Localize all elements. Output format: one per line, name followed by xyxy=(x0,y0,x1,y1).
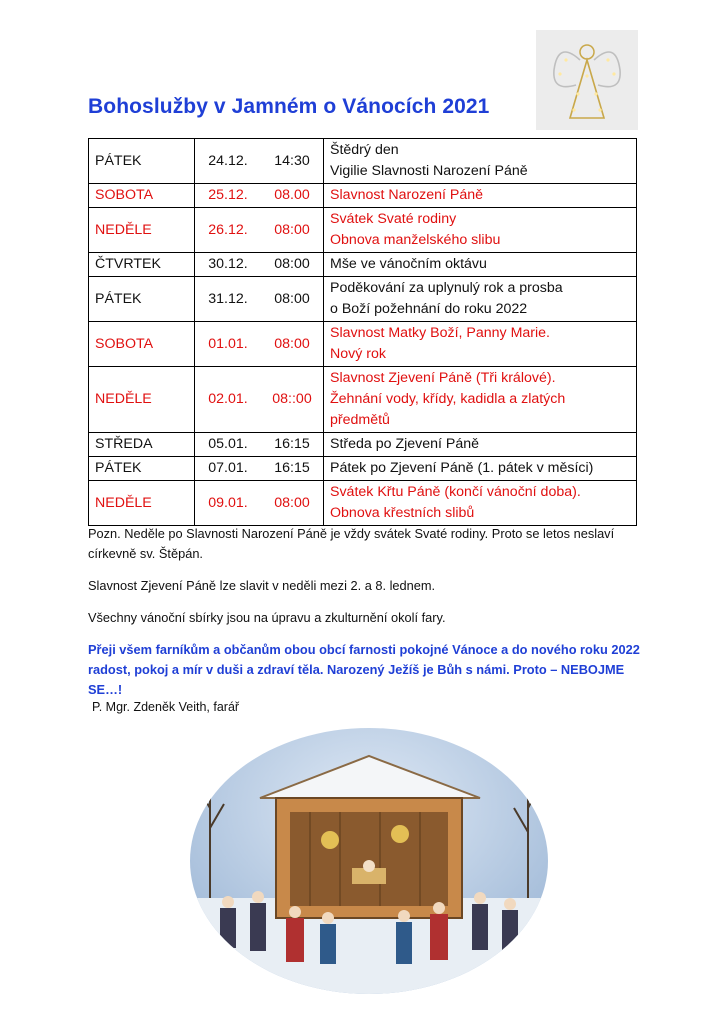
schedule-day: NEDĚLE xyxy=(89,481,195,526)
schedule-date: 02.01. xyxy=(195,367,262,433)
schedule-description xyxy=(324,457,637,481)
schedule-row xyxy=(89,457,637,481)
christmas-greeting: Přeji všem farníkům a občanům obou obcí farnosti pokojné Vánoce a do nového roku 2022 radost, pokoj a mír v duši a zdraví těla. Narozený Ježíš je Bůh s námi. Proto – NEBOJME SE…! xyxy=(88,642,640,697)
schedule-time: 08::00 xyxy=(261,367,324,433)
schedule-row xyxy=(89,367,637,433)
schedule-day: PÁTEK xyxy=(89,139,195,184)
schedule-day: SOBOTA xyxy=(89,322,195,367)
angel-ornament-image xyxy=(536,30,638,130)
schedule-description-line: Žehnání vody, křídy, kadidla a zlatých xyxy=(330,391,566,407)
schedule-row xyxy=(89,322,637,367)
schedule-time: 16:15 xyxy=(261,433,324,457)
schedule-time: 08:00 xyxy=(261,322,324,367)
schedule-date: 01.01. xyxy=(195,322,262,367)
schedule-row xyxy=(89,253,637,277)
schedule-description-line: Obnova manželského slibu xyxy=(330,232,501,248)
schedule-time: 14:30 xyxy=(261,139,324,184)
schedule-description-line: Štědrý den xyxy=(330,142,399,158)
schedule-date: 30.12. xyxy=(195,253,262,277)
schedule-day: STŘEDA xyxy=(89,433,195,457)
schedule-description-line: Středa po Zjevení Páně xyxy=(330,436,480,452)
schedule-description-line: Vigilie Slavnosti Narození Páně xyxy=(330,163,528,179)
schedule-time: 08.00 xyxy=(261,184,324,208)
schedule-description-line: Obnova křestních slibů xyxy=(330,505,475,521)
page-title: Bohoslužby v Jamném o Vánocích 2021 xyxy=(88,95,490,118)
schedule-row xyxy=(89,481,637,526)
schedule-time: 08:00 xyxy=(261,208,324,253)
schedule-row xyxy=(89,277,637,322)
schedule-row xyxy=(89,433,637,457)
schedule-row xyxy=(89,139,637,184)
note-collections: Všechny vánoční sbírky jsou na úpravu a zkulturnění okolí fary. xyxy=(88,610,446,625)
schedule-day: NEDĚLE xyxy=(89,208,195,253)
note-epiphany: Slavnost Zjevení Páně lze slavit v neděli mezi 2. a 8. lednem. xyxy=(88,578,436,593)
mass-schedule-table xyxy=(88,138,637,526)
schedule-date: 24.12. xyxy=(195,139,262,184)
schedule-time: 16:15 xyxy=(261,457,324,481)
schedule-row xyxy=(89,184,637,208)
schedule-description xyxy=(324,139,637,184)
schedule-description-line: Slavnost Narození Páně xyxy=(330,187,484,203)
schedule-description-line: Pátek po Zjevení Páně (1. pátek v měsíci) xyxy=(330,460,594,476)
nativity-scene-image xyxy=(190,728,548,994)
schedule-day: NEDĚLE xyxy=(89,367,195,433)
schedule-description xyxy=(324,481,637,526)
schedule-time: 08:00 xyxy=(261,253,324,277)
notes-section xyxy=(88,524,648,714)
schedule-description xyxy=(324,277,637,322)
schedule-description xyxy=(324,253,637,277)
schedule-description-line: Svátek Svaté rodiny xyxy=(330,211,457,227)
schedule-description xyxy=(324,208,637,253)
schedule-date: 07.01. xyxy=(195,457,262,481)
schedule-date: 31.12. xyxy=(195,277,262,322)
schedule-description xyxy=(324,433,637,457)
schedule-description-line: Mše ve vánočním oktávu xyxy=(330,256,487,272)
schedule-description-line: Slavnost Zjevení Páně (Tři králové). xyxy=(330,370,556,386)
schedule-day: ČTVRTEK xyxy=(89,253,195,277)
schedule-description xyxy=(324,322,637,367)
schedule-date: 09.01. xyxy=(195,481,262,526)
schedule-date: 26.12. xyxy=(195,208,262,253)
schedule-day: PÁTEK xyxy=(89,277,195,322)
schedule-day: SOBOTA xyxy=(89,184,195,208)
schedule-description-line: Poděkování za uplynulý rok a prosba xyxy=(330,280,563,296)
note-holy-family: Pozn. Neděle po Slavnosti Narození Páně je vždy svátek Svaté rodiny. Proto se letos neslaví církevně sv. Štěpán. xyxy=(88,526,615,561)
signature: P. Mgr. Zdeněk Veith, farář xyxy=(92,700,240,714)
schedule-description-line: Svátek Křtu Páně (končí vánoční doba). xyxy=(330,484,581,500)
schedule-description-line: Slavnost Matky Boží, Panny Marie. xyxy=(330,325,550,341)
schedule-description-line: Nový rok xyxy=(330,346,386,362)
schedule-day: PÁTEK xyxy=(89,457,195,481)
schedule-description-line: předmětů xyxy=(330,412,390,428)
schedule-description xyxy=(324,184,637,208)
schedule-date: 05.01. xyxy=(195,433,262,457)
schedule-date: 25.12. xyxy=(195,184,262,208)
schedule-description xyxy=(324,367,637,433)
schedule-description-line: o Boží požehnání do roku 2022 xyxy=(330,301,528,317)
schedule-time: 08:00 xyxy=(261,481,324,526)
schedule-row xyxy=(89,208,637,253)
schedule-time: 08:00 xyxy=(261,277,324,322)
